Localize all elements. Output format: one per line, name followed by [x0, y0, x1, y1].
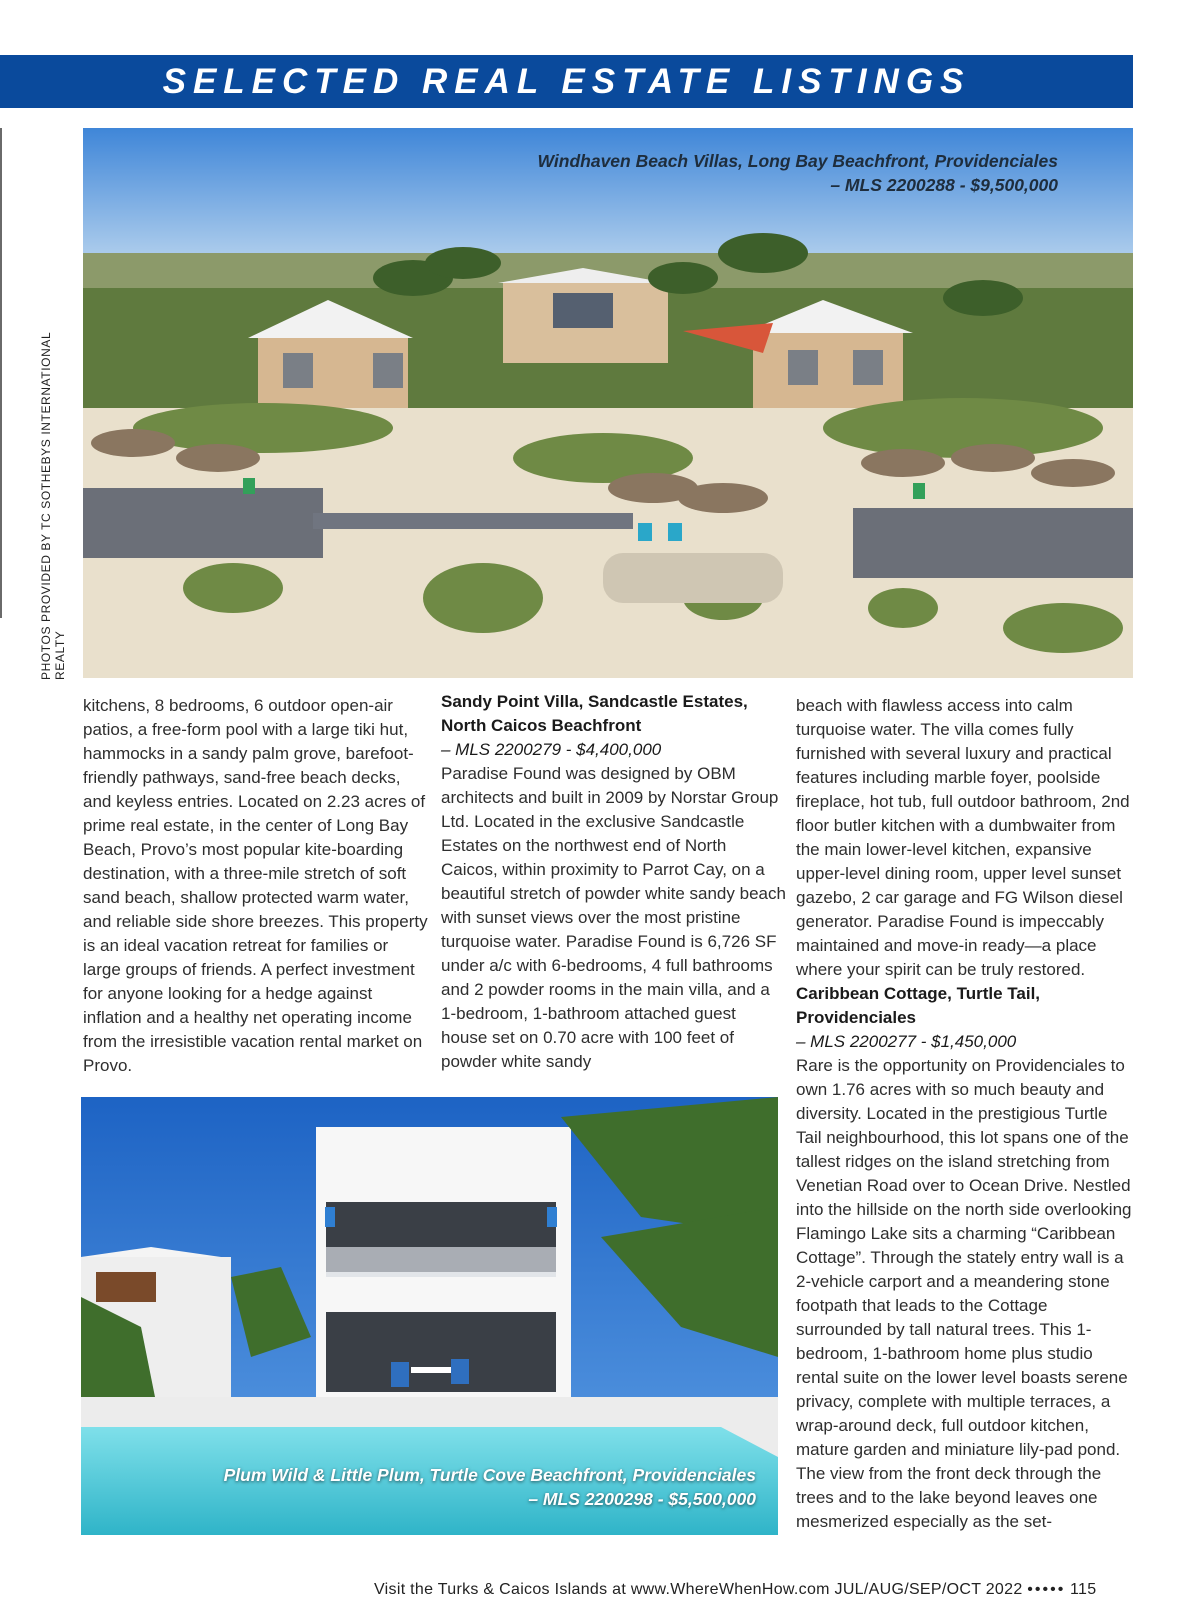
sandy-point-description: Paradise Found was designed by OBM architects and built in 2009 by Norstar Group Ltd. Located in the exclusive Sandcastle Estates on the northwest end of North Caicos, within proximity to Parrot Cay, on a beautiful stretch of powder white sandy beach with sunset views over the most pristine turquoise water. Paradise Found is 6,726 SF under a/c with 6-bedrooms, 4 full bathrooms and 2 powder rooms in the main villa, and a 1-bedroom, 1-bathroom attached guest house set on 0.70 acre with 100 feet of powder white sandy — [441, 764, 786, 1071]
left-edge-rule — [0, 128, 2, 618]
page-number: 115 — [1070, 1581, 1097, 1598]
footer-dots: ••••• — [1027, 1581, 1066, 1598]
footer-visit-text: Visit the Turks & Caicos Islands at www.WhereWhenHow.com — [374, 1581, 830, 1598]
section-banner — [0, 55, 1133, 108]
sandy-point-title: Sandy Point Villa, Sandcastle Estates, North Caicos Beachfront — [441, 692, 748, 735]
sandy-point-mls: – MLS 2200279 - $4,400,000 — [441, 740, 662, 759]
plum-wild-photo — [81, 1097, 778, 1535]
caribbean-cottage-title: Caribbean Cottage, Turtle Tail, Providenciales — [796, 984, 1041, 1027]
caribbean-cottage-mls: – MLS 2200277 - $1,450,000 — [796, 1032, 1017, 1051]
page-footer — [374, 1581, 1134, 1599]
article-column-1 — [83, 694, 428, 1078]
plum-wild-caption-title: Plum Wild & Little Plum, Turtle Cove Beachfront, Providenciales — [223, 1465, 756, 1485]
photo-credit: PHOTOS PROVIDED BY TC SOTHEBYS INTERNATIONAL REALTY — [39, 332, 67, 680]
caribbean-cottage-description: Rare is the opportunity on Providenciales to own 1.76 acres with so much beauty and diversity. Located in the prestigious Turtle Tail neighbourhood, this lot spans one of the tallest ridges on the island stretching from Venetian Road over to Ocean Drive. Nestled into the hillside on the north side overlooking Flamingo Lake sits a charming “Caribbean Cottage”. Through the stately entry wall is a 2-vehicle carport and a meandering stone footpath that leads to the Cottage surrounded by tall natural trees. This 1-bedroom, 1-bathroom home plus studio rental suite on the lower level boasts serene privacy, complete with multiple terraces, a wrap-around deck, full outdoor kitchen, mature garden and miniature lily-pad pond. The view from the front deck through the trees and to the lake beyond leaves one mesmerized especially as the set- — [796, 1056, 1132, 1531]
windhaven-caption-title: Windhaven Beach Villas, Long Bay Beachfront, Providenciales — [537, 151, 1058, 171]
windhaven-villas-photo — [83, 128, 1133, 678]
plum-wild-caption-mls: – MLS 2200298 - $5,500,000 — [528, 1489, 756, 1509]
sandy-point-continuation: beach with flawless access into calm turquoise water. The villa comes fully furnished with several luxury and practical features including marble foyer, poolside fireplace, hot tub, full outdoor bathroom, 2nd floor butler kitchen with a dumbwaiter from the main lower-level kitchen, expansive upper-level dining room, upper level sunset gazebo, 2 car garage and FG Wilson diesel generator. Paradise Found is impeccably maintained and move-in ready—a place where your spirit can be truly restored. — [796, 696, 1130, 979]
windhaven-caption-mls: – MLS 2200288 - $9,500,000 — [830, 175, 1058, 195]
plum-wild-caption — [224, 1463, 756, 1511]
windhaven-caption — [538, 149, 1058, 197]
section-title: SELECTED REAL ESTATE LISTINGS — [162, 61, 971, 101]
article-column-3 — [796, 694, 1136, 1534]
article-column-2 — [441, 690, 786, 1074]
footer-issue: JUL/AUG/SEP/OCT 2022 — [834, 1581, 1023, 1598]
windhaven-villas-illustration — [83, 128, 1133, 678]
windhaven-description: kitchens, 8 bedrooms, 6 outdoor open-air patios, a free-form pool with a large tiki hut, hammocks in a sandy palm grove, barefoot-friendly pathways, sand-free beach decks, and keyless entries. Located on 2.23 acres of prime real estate, in the center of Long Bay Beach, Provo’s most popular kite-boarding destination, with a three-mile stretch of soft sand beach, shallow protected warm water, and reliable side shore breezes. This property is an ideal vacation retreat for families or large groups of friends. A perfect investment for anyone looking for a hedge against inflation and a healthy net operating income from the irresistible vacation rental market on Provo. — [83, 696, 428, 1075]
